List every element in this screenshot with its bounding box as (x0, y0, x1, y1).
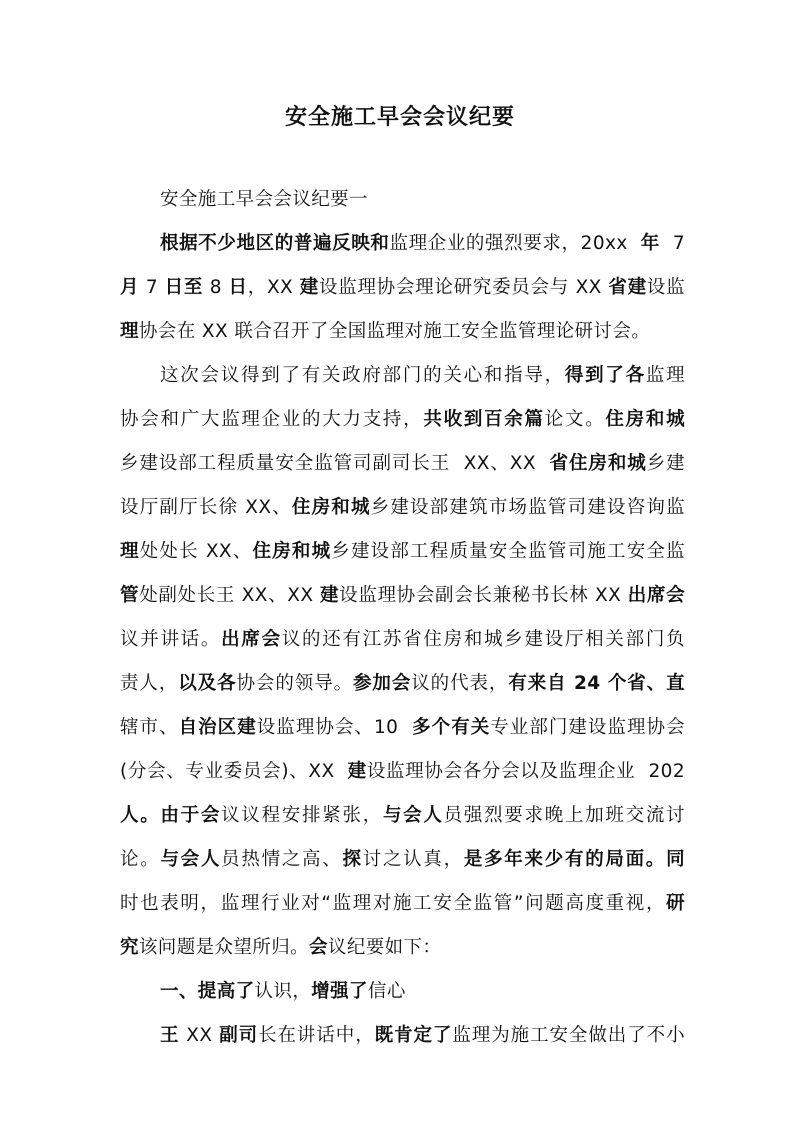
bold-text-run: 管 (120, 585, 140, 606)
body-line (120, 716, 685, 740)
bold-text-run: 会 (309, 937, 328, 958)
text-run: 协会和广大监理企业的大力支持， (120, 409, 424, 430)
text-run: 监理 (645, 365, 685, 386)
body-line (120, 276, 685, 300)
body-line (120, 540, 685, 564)
text-run: 论文。 (544, 409, 606, 430)
body-line (120, 320, 650, 344)
text-run: 辖市、 (120, 717, 179, 738)
bold-text-run: 日 (228, 277, 248, 298)
bold-text-run: 省住房和城 (549, 453, 647, 474)
text-run: 7 (139, 277, 165, 298)
bold-text-run: 出席会 (221, 629, 282, 650)
text-run: 乡建设部工程质量安全监管司副司长王 XX、XX (120, 453, 550, 474)
document-title: 安全施工早会会议纪要 (284, 105, 515, 130)
text-run: 员热情之高、 (221, 849, 343, 870)
text-run: 8 (203, 277, 229, 298)
bold-text-run: 月 (120, 277, 140, 298)
bold-text-run: 多个有关 (412, 717, 491, 738)
bold-text-run: 既肯定了 (374, 1025, 453, 1046)
text-run: 讨之认真， (362, 849, 464, 870)
text-run: 设监理协会各分会以及监理企业 202 (366, 761, 685, 782)
body-line (160, 1024, 685, 1048)
text-run: 乡建 (646, 453, 685, 474)
text-run: 员强烈要求晚上加班交流讨 (443, 805, 685, 826)
body-line (120, 936, 441, 960)
bold-text-run: 以及各 (178, 673, 237, 694)
text-run: 监理企业的强烈要求，20xx (389, 233, 641, 254)
bold-text-run: 增强了 (311, 981, 368, 1002)
text-run: 时也表明，监理行业对“监理对施工安全监管”问题高度重视， (120, 893, 667, 914)
text-run: 认识， (254, 981, 312, 1002)
body-line (120, 408, 685, 432)
body-line (160, 232, 685, 256)
text-run: 责人， (120, 673, 179, 694)
bold-text-run: 一、提高了 (160, 981, 255, 1002)
body-line (120, 496, 685, 520)
bold-text-run: 共收到百余篇 (423, 409, 545, 430)
body-line (120, 760, 685, 784)
text-run: 议的还有江苏省住房和城乡建设厅相关部门负 (281, 629, 685, 650)
text-run: 设厅副厅长徐 XX、 (120, 497, 292, 518)
bold-text-run: 住房和城 (252, 541, 332, 562)
bold-text-run: 日至 (164, 277, 204, 298)
bold-text-run: 自治区建 (178, 717, 257, 738)
bold-text-run: 王 (160, 1025, 180, 1046)
text-run: 论。 (120, 849, 161, 870)
text-run: 专业部门建设监理协会 (490, 717, 685, 738)
bold-text-run: 建 (299, 277, 319, 298)
body-line (120, 628, 685, 652)
bold-text-run: 参加会 (353, 673, 412, 694)
bold-text-run: 建 (347, 761, 367, 782)
text-run: 议并讲话。 (120, 629, 222, 650)
bold-text-run: 是多年来少有的局面。同 (463, 849, 686, 870)
text-run: 议纪要如下： (327, 937, 442, 958)
text-run: 处副处长王 XX、XX (139, 585, 320, 606)
bold-text-run: 根据不少地区的普遍反映和 (160, 233, 390, 254)
text-run: XX (179, 1025, 220, 1046)
text-run: 7 (659, 233, 685, 254)
body-line (120, 672, 685, 696)
body-line (160, 364, 685, 388)
text-run: (分会、专业委员会)、XX (120, 761, 348, 782)
text-run: ，XX (247, 277, 300, 298)
bold-text-run: 人。由于会 (120, 805, 222, 826)
bold-text-run: 省建 (608, 277, 647, 298)
text-run: 安全施工早会会 (160, 189, 293, 210)
bold-text-run: 有来自 24 个省、直 (508, 673, 685, 694)
body-line (120, 584, 685, 608)
bold-text-run: 出席会 (627, 585, 685, 606)
text-run: 乡建设部工程质量安全监管司施工安全监 (331, 541, 685, 562)
bold-text-run: 理 (120, 541, 140, 562)
bold-text-run: 副司 (219, 1025, 259, 1046)
text-run: 议纪要一 (292, 189, 368, 210)
text-run: 信心 (367, 981, 406, 1002)
text-run: 监理为施工安全做出了不小 (452, 1025, 685, 1046)
bold-text-run: 与会人 (382, 805, 444, 826)
text-run: 设监理协会副会长兼秘书长林 XX (339, 585, 628, 606)
body-line (120, 452, 685, 476)
text-run: 设监理协会、10 (256, 717, 413, 738)
bold-text-run: 得到了各 (564, 365, 646, 386)
text-run: 这次会议得到了有关政府部门的关心和指导， (160, 365, 565, 386)
text-run: 协会的领导。 (236, 673, 353, 694)
text-run: 设监 (646, 277, 685, 298)
text-run: 协会在 XX 联合召开了全国监理对施工安全监管理论研讨会。 (138, 321, 651, 342)
section-heading (160, 980, 406, 1004)
text-run: 议的代表， (411, 673, 509, 694)
text-run: 处处长 XX、 (139, 541, 253, 562)
bold-text-run: 究 (120, 937, 139, 958)
bold-text-run: 建 (319, 585, 340, 606)
body-line (120, 892, 685, 916)
bold-text-run: 探 (342, 849, 363, 870)
bold-text-run: 住房和城 (291, 497, 371, 518)
body-line (120, 804, 685, 828)
body-line (120, 848, 685, 872)
bold-text-run: 年 (640, 233, 660, 254)
text-run: 议议程安排紧张， (221, 805, 383, 826)
bold-text-run: 研 (666, 893, 685, 914)
bold-text-run: 理 (120, 321, 139, 342)
bold-text-run: 住房和城 (605, 409, 685, 430)
text-run: 乡建设部建筑市场监管司建设咨询监 (370, 497, 685, 518)
bold-text-run: 与会人 (160, 849, 222, 870)
text-run: 设监理协会理论研究委员会与 XX (318, 277, 609, 298)
text-run: 长在讲话中， (258, 1025, 375, 1046)
text-run: 该问题是众望所归。 (138, 937, 310, 958)
body-line (160, 188, 368, 212)
